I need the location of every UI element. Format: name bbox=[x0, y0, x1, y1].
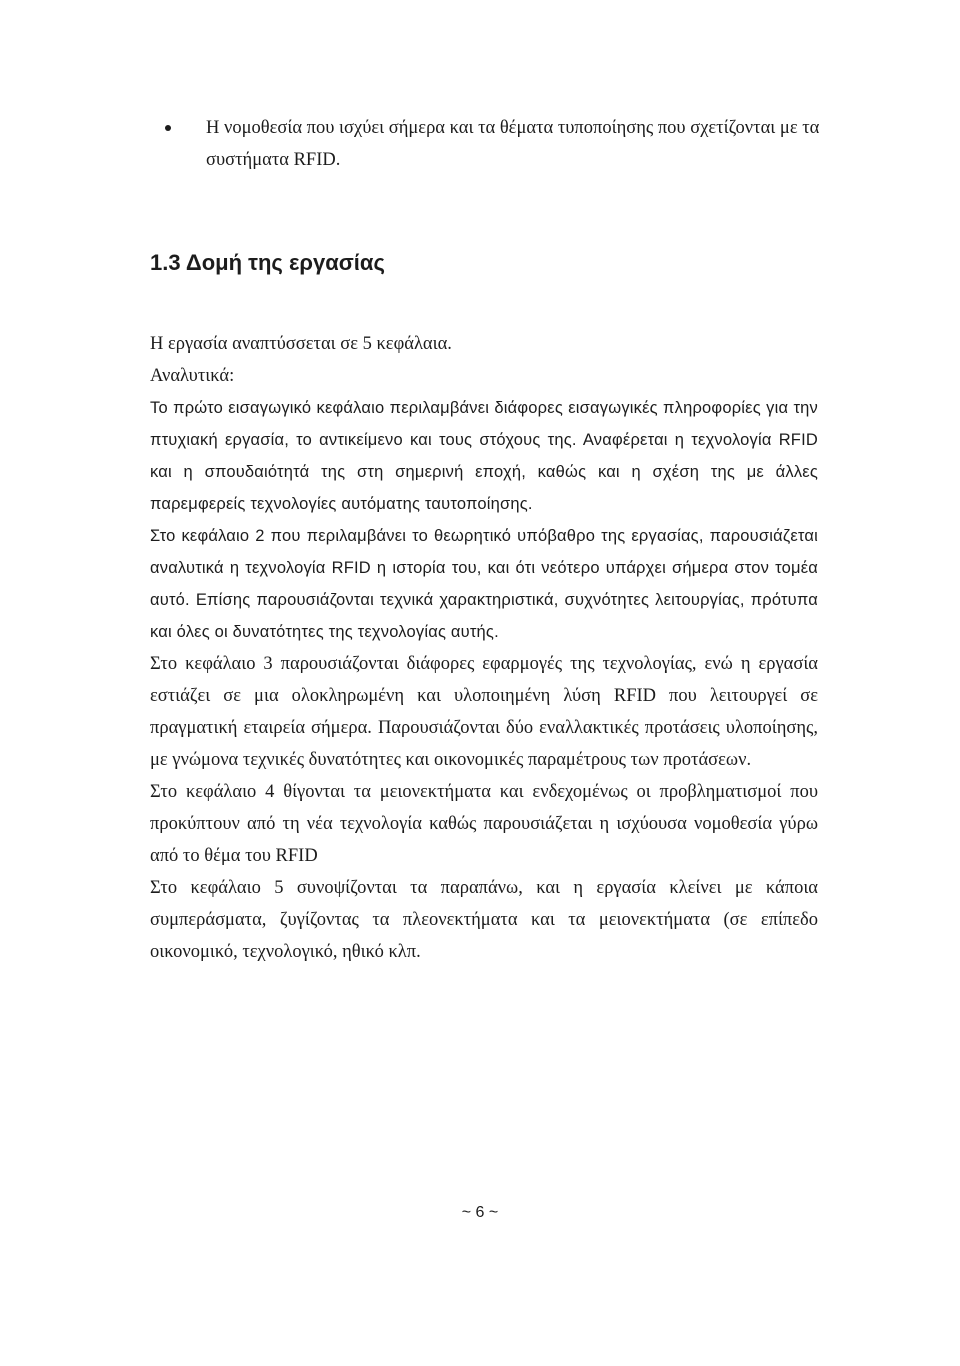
body-text bbox=[150, 328, 818, 968]
section-heading: 1.3 Δομή της εργασίας bbox=[150, 250, 385, 275]
paragraph-chapter-5: Στο κεφάλαιο 5 συνοψίζονται τα παραπάνω, και η εργασία κλείνει με κάποια συμπεράσματα, ζυγίζοντας τα πλεονεκτήματα και τα μειονεκτήματα (σε επίπεδο οικονομικό, τεχνολογικό, ηθικό κλπ. bbox=[150, 878, 818, 962]
bullet-icon bbox=[165, 125, 171, 131]
bullet-text: Η νομοθεσία που ισχύει σήμερα και τα θέματα τυποποίησης που σχετίζονται με τα συστήματα RFID. bbox=[206, 118, 820, 170]
paragraph-chapter-2: Στο κεφάλαιο 2 που περιλαμβάνει το θεωρητικό υπόβαθρο της εργασίας, παρουσιάζεται αναλυτικά η τεχνολογία RFID η ιστορία του, και ότι νεότερο υπάρχει σήμερα στον τομέα αυτό. Επίσης παρουσιάζονται τεχνικά χαρακτηριστικά, συχνότητες λειτουργίας, πρότυπα και όλες οι δυνατότητες της τεχνολογίας αυτής. bbox=[150, 527, 818, 641]
paragraph-chapter-1: Το πρώτο εισαγωγικό κεφάλαιο περιλαμβάνει διάφορες εισαγωγικές πληροφορίες για την πτυχιακή εργασία, το αντικείμενο και τους στόχους της. Αναφέρεται η τεχνολογία RFID και η σπουδαιότητά της στη σημερινή εποχή, καθώς και η σχέση της με άλλες παρεμφερείς τεχνολογίες αυτόματης ταυτοποίησης. bbox=[150, 399, 818, 513]
page-number: ~ 6 ~ bbox=[461, 1204, 499, 1221]
bullet-list-item bbox=[178, 112, 838, 176]
paragraph-intro: Η εργασία αναπτύσσεται σε 5 κεφάλαια. bbox=[150, 334, 452, 354]
paragraph-detail-label: Αναλυτικά: bbox=[150, 366, 235, 386]
paragraph-chapter-3: Στο κεφάλαιο 3 παρουσιάζονται διάφορες εφαρμογές της τεχνολογίας, ενώ η εργασία εστιάζει σε μια ολοκληρωμένη και υλοποιημένη λύση RFID που λειτουργεί σε πραγματική εταιρεία σήμερα. Παρουσιάζονται δύο εναλλακτικές προτάσεις υλοποίησης, με γνώμονα τεχνικές δυνατότητες και οικονομικές παραμέτρους των προτάσεων. bbox=[150, 654, 818, 770]
paragraph-chapter-4: Στο κεφάλαιο 4 θίγονται τα μειονεκτήματα και ενδεχομένως οι προβληματισμοί που προκύπτουν από τη νέα τεχνολογία καθώς παρουσιάζεται η ισχύουσα νομοθεσία γύρω από το θέμα του RFID bbox=[150, 782, 818, 866]
